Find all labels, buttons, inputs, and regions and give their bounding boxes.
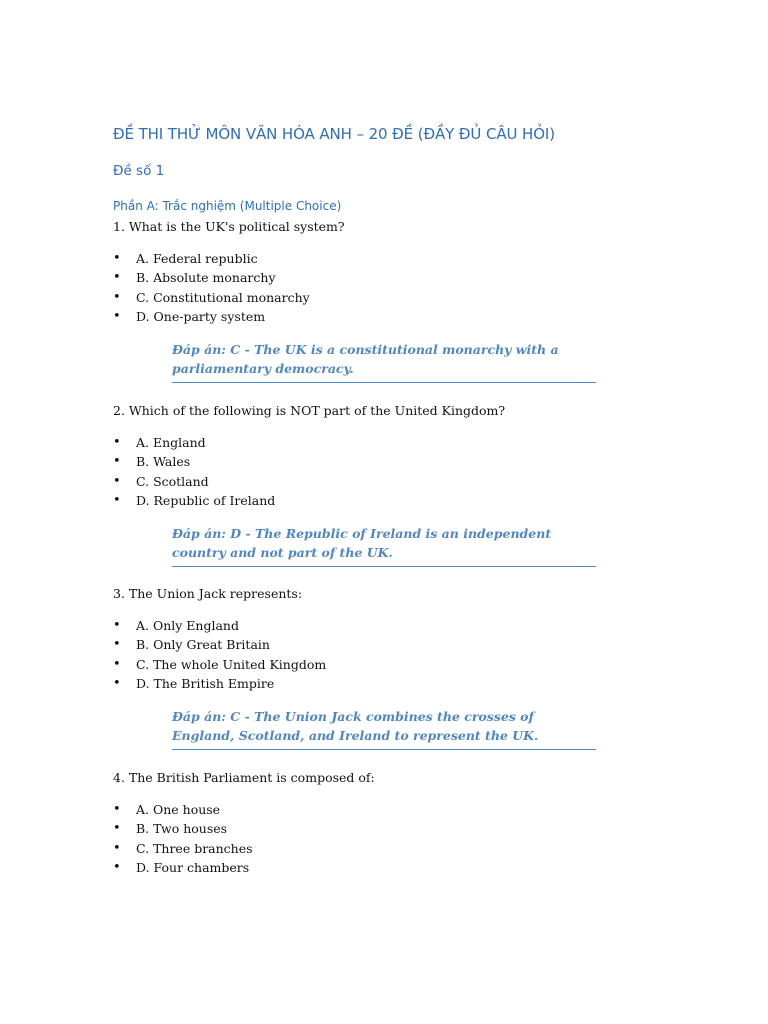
option-d — [113, 307, 603, 326]
bullet-icon: • — [113, 802, 121, 817]
option-b — [113, 268, 603, 287]
bullet-icon: • — [113, 618, 121, 633]
option-d — [113, 858, 603, 877]
option-c — [113, 472, 603, 491]
bullet-icon: • — [113, 821, 121, 837]
option-c — [113, 839, 603, 858]
question-text: 4. The British Parliament is composed of: — [113, 770, 375, 785]
option-a — [113, 433, 603, 452]
option-label: D. One-party system — [136, 309, 266, 325]
option-label: C. Three branches — [136, 840, 253, 856]
section-heading: Phần A: Trắc nghiệm (Multiple Choice) — [113, 199, 342, 213]
question-2 — [113, 402, 603, 567]
bullet-icon: • — [113, 656, 121, 672]
document-title: ĐỀ THI THỬ MÔN VĂN HÓA ANH – 20 ĐỀ (ĐẦY ĐỦ CÂU HỎI) — [113, 125, 555, 143]
option-label: A. Only England — [136, 618, 239, 633]
option-label: A. One house — [136, 802, 221, 817]
option-b — [113, 635, 603, 654]
bullet-icon: • — [113, 493, 121, 509]
option-a — [113, 616, 603, 635]
option-label: D. Republic of Ireland — [136, 493, 276, 509]
options-list — [113, 249, 603, 327]
bullet-icon: • — [113, 435, 121, 450]
option-label: C. The whole United Kingdom — [136, 656, 327, 672]
bullet-icon: • — [113, 289, 121, 305]
answer-box: Đáp án: C - The Union Jack combines the crosses of England, Scotland, and Ireland to represent the UK. — [172, 707, 596, 750]
option-d — [113, 491, 603, 510]
bullet-icon: • — [113, 860, 121, 876]
bullet-icon: • — [113, 676, 121, 692]
bullet-icon: • — [113, 270, 121, 286]
bullet-icon: • — [113, 840, 121, 856]
answer-box: Đáp án: D - The Republic of Ireland is an independent country and not part of the UK. — [172, 524, 596, 567]
option-label: B. Only Great Britain — [136, 637, 270, 653]
bullet-icon: • — [113, 454, 121, 470]
question-4 — [113, 769, 603, 878]
question-text: 2. Which of the following is NOT part of the United Kingdom? — [113, 403, 506, 418]
bullet-icon: • — [113, 473, 121, 489]
option-label: D. Four chambers — [136, 860, 250, 876]
option-b — [113, 452, 603, 471]
option-c — [113, 288, 603, 307]
option-label: C. Constitutional monarchy — [136, 289, 310, 305]
option-a — [113, 800, 603, 819]
question-text: 3. The Union Jack represents: — [113, 586, 303, 601]
option-label: B. Wales — [136, 454, 191, 470]
question-1 — [113, 218, 603, 383]
option-b — [113, 819, 603, 838]
exam-heading: Đề số 1 — [113, 163, 165, 179]
options-list — [113, 616, 603, 694]
option-c — [113, 655, 603, 674]
option-label: A. England — [136, 435, 206, 450]
option-label: C. Scotland — [136, 473, 209, 489]
option-a — [113, 249, 603, 268]
option-label: B. Absolute monarchy — [136, 270, 276, 286]
options-list — [113, 800, 603, 878]
options-list — [113, 433, 603, 511]
bullet-icon: • — [113, 637, 121, 653]
option-label: B. Two houses — [136, 821, 228, 837]
bullet-icon: • — [113, 251, 121, 266]
question-3 — [113, 585, 603, 750]
bullet-icon: • — [113, 309, 121, 325]
answer-box: Đáp án: C - The UK is a constitutional monarchy with a parliamentary democracy. — [172, 340, 596, 383]
question-text: 1. What is the UK's political system? — [113, 219, 345, 234]
option-label: A. Federal republic — [136, 251, 258, 266]
option-label: D. The British Empire — [136, 676, 275, 692]
option-d — [113, 674, 603, 693]
